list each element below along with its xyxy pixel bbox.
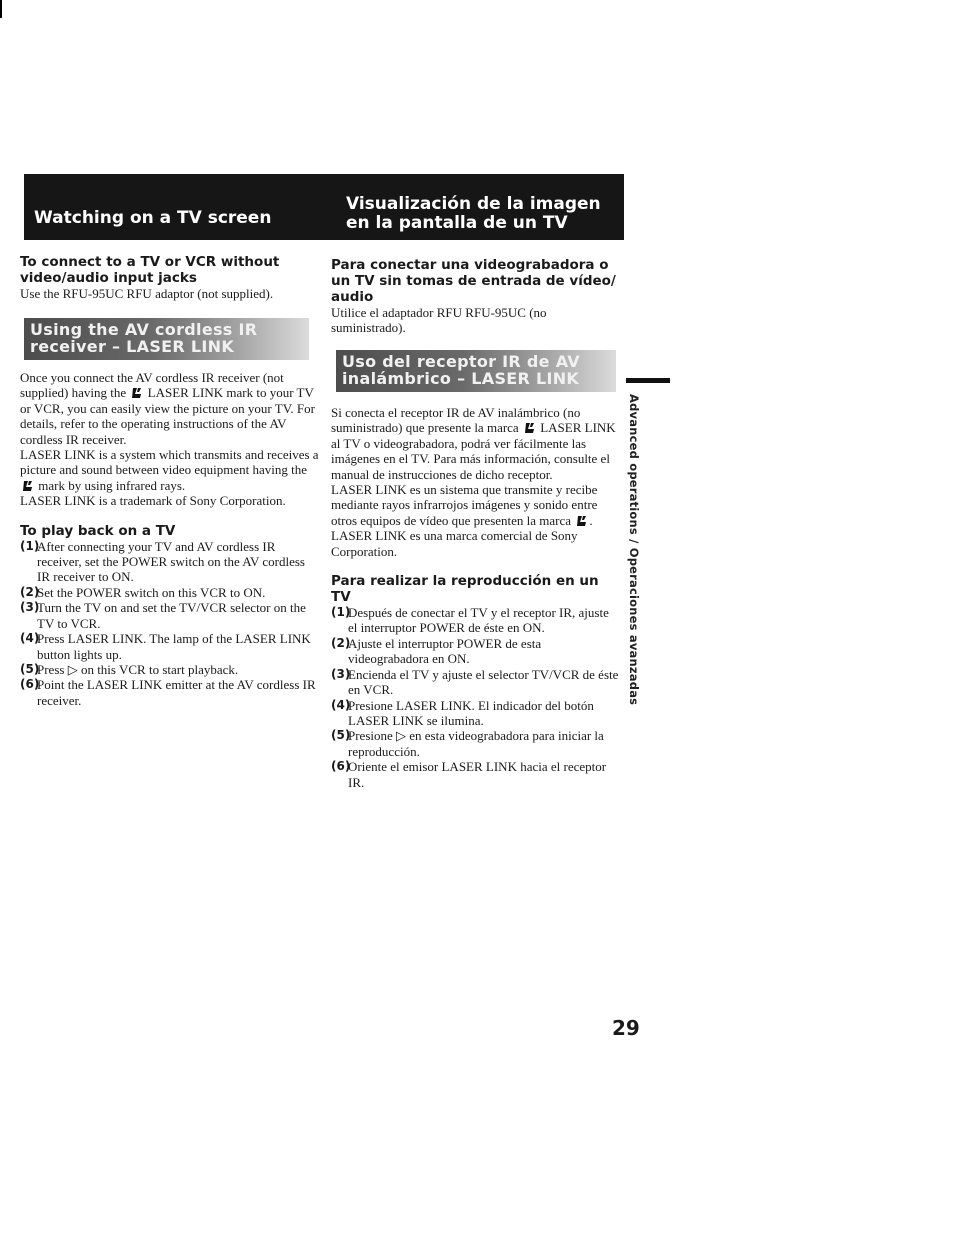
laser-link-mark-icon: [22, 480, 33, 492]
en-laser-link-heading: Using the AV cordless IR receiver – LASER LINK: [24, 318, 309, 360]
en-connect-text: Use the RFU-95UC RFU adaptor (not supplied).: [20, 286, 274, 301]
list-item: (3) Turn the TV on and set the TV/VCR selector on the TV to VCR.: [20, 600, 306, 631]
list-item: (4) Presione LASER LINK. El indicador del botón LASER LINK se ilumina.: [331, 697, 594, 728]
banner-title-es: Visualización de la imagen en la pantalla de un TV: [346, 194, 601, 233]
list-item: (3) Encienda el TV y ajuste el selector TV/VCR de éste en VCR.: [331, 666, 619, 698]
es-ir-para1: Si conecta el receptor IR de AV inalámbrico (no suministrado) que presente la marca LASER LINK al TV o videograbadora, podrá ver fácilmente las imágenes en el TV. Para más información, consulte el manual de instrucciones de dicho receptor.: [331, 405, 616, 482]
laser-link-mark-icon: [524, 422, 535, 434]
page-number: 29: [612, 1016, 640, 1040]
side-tab-label: Advanced operations / Operaciones avanzadas: [627, 394, 641, 706]
es-play-heading: Para realizar la reproducción en un TV: [331, 573, 599, 606]
en-ir-para2: LASER LINK is a system which transmits and receives a picture and sound between video equipment having the mark by using infrared rays.: [20, 447, 319, 493]
spanish-column: [331, 257, 621, 336]
list-item: (1) After connecting your TV and AV cordless IR receiver, set the POWER switch on the AV cordless IR receiver to ON.: [20, 538, 305, 585]
en-connect-heading: To connect to a TV or VCR without video/audio input jacks: [20, 254, 280, 286]
side-tab-marker: [626, 378, 670, 383]
list-item: (4) Press LASER LINK. The lamp of the LASER LINK button lights up.: [20, 631, 311, 662]
spanish-ir-section: [331, 405, 621, 790]
list-item: (2) Set the POWER switch on this VCR to ON.: [20, 584, 266, 600]
en-steps-list: [20, 539, 320, 708]
es-laser-link-heading: Uso del receptor IR de AV inalámbrico – LASER LINK: [336, 350, 616, 392]
en-ir-para1: Once you connect the AV cordless IR receiver (not supplied) having the LASER LINK mark to your TV or VCR, you can easily view the picture on your TV. For details, refer to the operating instructions of the AV cordless IR receiver.: [20, 370, 315, 447]
english-column: [20, 254, 320, 301]
list-item: (1) Después de conectar el TV y el receptor IR, ajuste el interruptor POWER de éste en ON.: [331, 605, 609, 636]
laser-link-mark-icon: [576, 515, 587, 527]
en-ir-para3: LASER LINK is a trademark of Sony Corporation.: [20, 493, 286, 509]
list-item: (5) Presione ▷ en esta videograbadora para iniciar la reproducción.: [331, 728, 604, 759]
list-item: (6) Point the LASER LINK emitter at the AV cordless IR receiver.: [20, 677, 316, 708]
es-connect-text: Utilice el adaptador RFU RFU-95UC (no suministrado).: [331, 305, 547, 336]
list-item: (2) Ajuste el interruptor POWER de esta videograbadora en ON.: [331, 635, 542, 667]
es-connect-heading: Para conectar una videograbadora o un TV sin tomas de entrada de vídeo/ audio: [331, 257, 616, 305]
es-steps-list: [331, 605, 621, 790]
crop-mark: [0, 0, 2, 18]
english-ir-section: [20, 370, 320, 708]
list-item: (6) Oriente el emisor LASER LINK hacia el receptor IR.: [331, 759, 607, 790]
banner-title-en: Watching on a TV screen: [34, 208, 272, 228]
es-ir-para3: LASER LINK es una marca comercial de Sony Corporation.: [331, 528, 578, 559]
laser-link-mark-icon: [131, 387, 142, 399]
es-ir-para2: LASER LINK es un sistema que transmite y recibe mediante rayos infrarrojos imágenes y sonido entre otros equipos de vídeo que presenten la marca .: [331, 482, 598, 528]
list-item: (5) Press ▷ on this VCR to start playback.: [20, 661, 239, 677]
en-play-heading: To play back on a TV: [20, 522, 176, 539]
